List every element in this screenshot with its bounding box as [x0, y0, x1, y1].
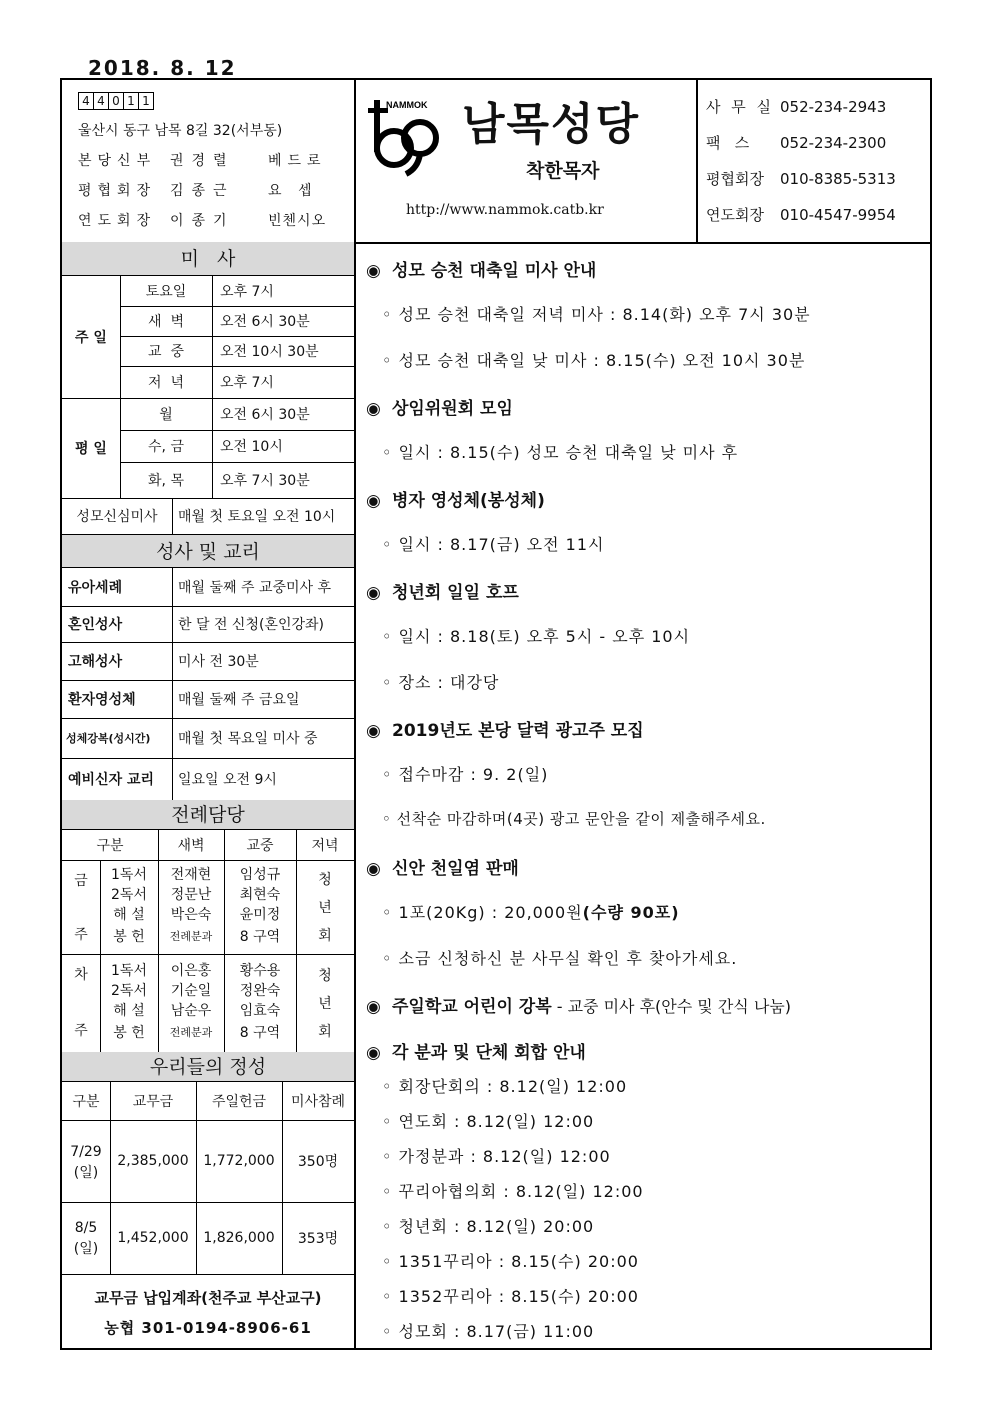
week-label: 금 [74, 873, 88, 889]
contact-number: 010-4547-9954 [780, 206, 896, 224]
contacts [698, 80, 930, 242]
contact-label: 사 무 실 [706, 98, 775, 116]
notice-line [382, 532, 604, 555]
notice-text: 접수마감 : 9. 2(일) [398, 765, 549, 784]
notice-line [382, 348, 805, 371]
liturgy-person: 전례분과 [169, 1026, 213, 1039]
sacrament-value: 매월 둘째 주 금요일 [178, 692, 300, 708]
sacrament-label: 성체강복(성시간) [66, 732, 151, 745]
target-bullet-icon: ◉ [366, 583, 381, 603]
sacrament-value: 일요일 오전 9시 [178, 772, 277, 788]
notice-title: 각 분과 및 단체 회합 안내 [392, 1043, 586, 1063]
marian-mass-label: 성모신심미사 [76, 509, 158, 525]
meeting-text: 꾸리아협의회 : 8.12(일) 12:00 [398, 1182, 644, 1201]
staff-row [78, 180, 318, 200]
zip-digit: 0 [108, 92, 124, 110]
notice-text: 일시 : 8.15(수) 성모 승천 대축일 낮 미사 후 [398, 443, 739, 462]
zip-digit: 1 [123, 92, 139, 110]
contact-label: 연도회장 [706, 206, 764, 224]
offering-attendance: 353명 [297, 1231, 339, 1247]
liturgy-person: 윤미정 [239, 907, 281, 923]
liturgy-person: 황수용 [239, 963, 281, 979]
liturgy-role: 2독서 [111, 887, 147, 903]
circle-bullet-icon: ◦ [382, 1182, 393, 1201]
staff-saint: 베드로 [268, 153, 327, 169]
meeting-item [382, 1214, 594, 1237]
circle-bullet-icon: ◦ [382, 1077, 393, 1096]
parish-title-block [354, 80, 698, 242]
notice-title: 병자 영성체(봉성체) [392, 491, 545, 511]
sidebar [62, 242, 356, 1350]
notice-text: 소금 신청하신 분 사무실 확인 후 찾아가세요. [398, 949, 738, 968]
circle-bullet-icon: ◦ [382, 1287, 393, 1306]
liturgy-role: 봉 헌 [113, 929, 145, 945]
staff-role: 본당신부 [78, 153, 157, 169]
staff-name: 이종기 [170, 213, 235, 229]
account-title: 교무금 납입계좌(천주교 부산교구) [94, 1288, 322, 1307]
notice-heading [366, 992, 791, 1017]
week-label: 주 [74, 1023, 88, 1039]
liturgy-person: 기순일 [170, 983, 212, 999]
sacrament-label: 유아세례 [68, 580, 123, 596]
notice-text: 성모 승천 대축일 저녁 미사 : 8.14(화) 오후 7시 30분 [398, 305, 811, 324]
staff-name: 김종근 [170, 183, 235, 199]
liturgy-role: 해 설 [113, 907, 145, 923]
liturgy-person: 이은홍 [170, 963, 212, 979]
circle-bullet-icon: ◦ [382, 627, 393, 646]
circle-bullet-icon: ◦ [382, 673, 393, 692]
circle-bullet-icon: ◦ [382, 443, 393, 462]
meeting-item [382, 1144, 611, 1167]
mass-day: 화, 목 [148, 473, 184, 489]
sacrament-value: 미사 전 30분 [178, 654, 259, 670]
staff-row [78, 150, 327, 170]
notice-title: 주일학교 어린이 강복 [392, 997, 552, 1017]
bulletin-frame [60, 78, 932, 1350]
contact-row [706, 204, 896, 225]
staff-saint: 요 셉 [268, 183, 318, 199]
offering-dues: 1,452,000 [117, 1230, 189, 1246]
notice-line [382, 808, 766, 829]
bulletin-date: 2018. 8. 12 [88, 56, 237, 80]
notice-title: 청년회 일일 호프 [392, 583, 519, 603]
meeting-text: 회장단회의 : 8.12(일) 12:00 [398, 1077, 628, 1096]
target-bullet-icon: ◉ [366, 399, 381, 419]
evening-team: 청 [318, 872, 332, 888]
mass-time: 오전 6시 30분 [220, 407, 310, 423]
circle-bullet-icon: ◦ [382, 535, 393, 554]
notice-text: 선착순 마감하며(4곳) 광고 문안을 같이 제출해주세요. [396, 810, 766, 828]
circle-bullet-icon: ◦ [382, 765, 393, 784]
parish-subtitle: 착한목자 [526, 160, 600, 182]
week-label: 주 [74, 927, 88, 943]
header [62, 80, 930, 244]
zip-digit: 4 [93, 92, 109, 110]
mass-day: 교 중 [148, 344, 184, 360]
evening-team: 회 [318, 928, 332, 944]
mass-time: 오후 7시 [220, 284, 274, 300]
target-bullet-icon: ◉ [366, 1043, 381, 1063]
liturgy-person: 전례분과 [169, 930, 213, 943]
offering-date: (일) [73, 1165, 99, 1181]
offering-attendance: 350명 [297, 1154, 339, 1170]
liturgy-person: 정문난 [170, 887, 212, 903]
liturgy-person: 전재현 [170, 867, 212, 883]
notice-text: - 교중 미사 후(안수 및 간식 나눔) [551, 997, 791, 1016]
sacrament-label: 혼인성사 [68, 617, 123, 633]
mass-day: 새 벽 [148, 314, 184, 330]
offering-col: 주일헌금 [211, 1094, 267, 1110]
liturgy-role: 2독서 [111, 983, 147, 999]
offering-col: 미사참례 [290, 1094, 346, 1110]
notice-text: 성모 승천 대축일 낮 미사 : 8.15(수) 오전 10시 30분 [398, 351, 806, 370]
marian-mass-time: 매월 첫 토요일 오전 10시 [178, 509, 336, 525]
parish-title: 남목성당 [462, 99, 641, 150]
meeting-text: 연도회 : 8.12(일) 12:00 [398, 1112, 595, 1131]
meeting-item [382, 1319, 594, 1342]
mass-day: 수, 금 [148, 439, 184, 455]
circle-bullet-icon: ◦ [382, 1217, 393, 1236]
offering-collection: 1,826,000 [203, 1230, 275, 1246]
liturgy-col: 저녁 [311, 838, 339, 854]
offering-col: 구분 [72, 1094, 100, 1110]
meeting-text: 1352꾸리아 : 8.15(수) 20:00 [398, 1287, 639, 1306]
evening-team: 년 [318, 996, 332, 1012]
notice-line [382, 670, 499, 693]
week-label: 차 [74, 967, 88, 983]
notice-heading [366, 716, 644, 741]
contact-number: 052-234-2943 [780, 98, 887, 116]
offering-col: 교무금 [132, 1094, 174, 1110]
liturgy-role: 1독서 [111, 963, 147, 979]
circle-bullet-icon: ◦ [382, 1147, 393, 1166]
circle-bullet-icon: ◦ [382, 1112, 393, 1131]
offering-date: 8/5 [74, 1220, 98, 1236]
sacrament-label: 예비신자 교리 [68, 772, 155, 788]
staff-name: 권경렬 [170, 153, 235, 169]
sacrament-value: 매월 둘째 주 교중미사 후 [178, 580, 332, 596]
notice-line [382, 624, 690, 647]
meeting-item [382, 1284, 639, 1307]
zip-digit: 4 [78, 92, 94, 110]
evening-team: 년 [318, 900, 332, 916]
liturgy-person: 정완숙 [239, 983, 281, 999]
liturgy-col: 교중 [246, 838, 274, 854]
liturgy-heading: 전례담당 [62, 800, 354, 830]
staff-role: 연도회장 [78, 213, 157, 229]
notice-heading [366, 256, 596, 281]
mass-heading: 미 사 [62, 242, 354, 276]
liturgy-person: 임효숙 [239, 1003, 281, 1019]
liturgy-person: 남순우 [170, 1003, 212, 1019]
address: 울산시 동구 남목 8길 32(서부동) [78, 123, 283, 139]
mass-time: 오전 10시 30분 [220, 344, 319, 360]
target-bullet-icon: ◉ [366, 721, 381, 741]
liturgy-col: 새벽 [177, 838, 205, 854]
sacrament-label: 환자영성체 [68, 692, 136, 708]
offering-heading: 우리들의 정성 [62, 1052, 354, 1082]
notice-emphasis: (수량 90포) [582, 903, 680, 922]
notices [356, 242, 930, 1350]
parish-logo-icon [368, 94, 446, 178]
meeting-item [382, 1074, 627, 1097]
staff-role: 평협회장 [78, 183, 157, 199]
parish-info [62, 80, 356, 242]
notice-title: 상임위원회 모임 [392, 399, 513, 419]
parish-url[interactable]: http://www.nammok.catb.kr [406, 202, 604, 218]
offering-date: 7/29 [70, 1144, 102, 1160]
liturgy-person: 최현숙 [239, 887, 281, 903]
notice-line [382, 302, 811, 325]
target-bullet-icon: ◉ [366, 261, 381, 281]
mass-day: 월 [159, 407, 173, 423]
logo-text: NAMMOK [386, 100, 428, 110]
staff-saint: 빈첸시오 [268, 213, 327, 229]
meeting-text: 청년회 : 8.12(일) 20:00 [398, 1217, 595, 1236]
target-bullet-icon: ◉ [366, 859, 381, 879]
staff-row [78, 210, 326, 230]
notice-heading [366, 486, 545, 511]
notice-line [382, 440, 738, 463]
notice-heading [366, 394, 513, 419]
zip-digit: 1 [138, 92, 154, 110]
notice-text: 장소 : 대강당 [398, 673, 500, 692]
evening-team: 청 [318, 968, 332, 984]
notice-line [382, 900, 680, 923]
contact-row [706, 96, 886, 117]
notice-title: 2019년도 본당 달력 광고주 모집 [392, 721, 644, 741]
mass-time: 오전 6시 30분 [220, 314, 310, 330]
weekday-label: 평 일 [75, 441, 107, 457]
contact-row [706, 132, 886, 153]
notice-heading [366, 854, 519, 879]
contact-number: 010-8385-5313 [780, 170, 896, 188]
notice-title: 신안 천일염 판매 [392, 859, 519, 879]
circle-bullet-icon: ◦ [382, 810, 392, 828]
mass-day: 저 녁 [148, 375, 184, 391]
liturgy-role: 해 설 [113, 1003, 145, 1019]
circle-bullet-icon: ◦ [382, 305, 393, 324]
notice-line [382, 946, 737, 969]
meeting-text: 가정분과 : 8.12(일) 12:00 [398, 1147, 611, 1166]
mass-time: 오후 7시 30분 [220, 473, 310, 489]
sacraments-heading: 성사 및 교리 [62, 534, 354, 568]
evening-team: 회 [318, 1024, 332, 1040]
target-bullet-icon: ◉ [366, 491, 381, 511]
meeting-text: 성모회 : 8.17(금) 11:00 [398, 1322, 595, 1341]
notice-text: 1포(20Kg) : 20,000원 [398, 903, 583, 922]
offering-dues: 2,385,000 [117, 1153, 189, 1169]
contact-number: 052-234-2300 [780, 134, 887, 152]
sacrament-label: 고해성사 [68, 654, 123, 670]
notice-heading [366, 1038, 586, 1063]
notice-heading [366, 578, 519, 603]
offering-date: (일) [73, 1241, 99, 1257]
contact-label: 평협회장 [706, 170, 764, 188]
liturgy-role: 1독서 [111, 867, 147, 883]
offering-collection: 1,772,000 [203, 1153, 275, 1169]
meeting-text: 1351꾸리아 : 8.15(수) 20:00 [398, 1252, 639, 1271]
liturgy-person: 8 구역 [239, 1025, 281, 1041]
sacrament-value: 한 달 전 신청(혼인강좌) [178, 617, 324, 633]
zip-code [78, 92, 153, 110]
sunday-label: 주 일 [75, 330, 107, 346]
contact-label: 팩 스 [706, 134, 750, 152]
mass-time: 오후 7시 [220, 375, 274, 391]
meeting-item [382, 1109, 594, 1132]
notice-text: 일시 : 8.17(금) 오전 11시 [398, 535, 605, 554]
meeting-item [382, 1179, 644, 1202]
mass-day: 토요일 [145, 284, 187, 300]
liturgy-col: 구분 [96, 838, 124, 854]
meeting-item [382, 1249, 639, 1272]
notice-line [382, 762, 548, 785]
notice-text: 일시 : 8.18(토) 오후 5시 - 오후 10시 [398, 627, 691, 646]
notice-title: 성모 승천 대축일 미사 안내 [392, 261, 597, 281]
account-number: 농협 301-0194-8906-61 [104, 1318, 312, 1337]
mass-time: 오전 10시 [220, 439, 283, 455]
circle-bullet-icon: ◦ [382, 1252, 393, 1271]
contact-row [706, 168, 896, 189]
circle-bullet-icon: ◦ [382, 1322, 393, 1341]
liturgy-person: 8 구역 [239, 929, 281, 945]
liturgy-person: 박은숙 [170, 907, 212, 923]
circle-bullet-icon: ◦ [382, 903, 393, 922]
liturgy-role: 봉 헌 [113, 1025, 145, 1041]
liturgy-person: 임성규 [239, 867, 281, 883]
sacrament-value: 매월 첫 목요일 미사 중 [178, 731, 318, 747]
circle-bullet-icon: ◦ [382, 949, 393, 968]
circle-bullet-icon: ◦ [382, 351, 393, 370]
target-bullet-icon: ◉ [366, 997, 381, 1017]
